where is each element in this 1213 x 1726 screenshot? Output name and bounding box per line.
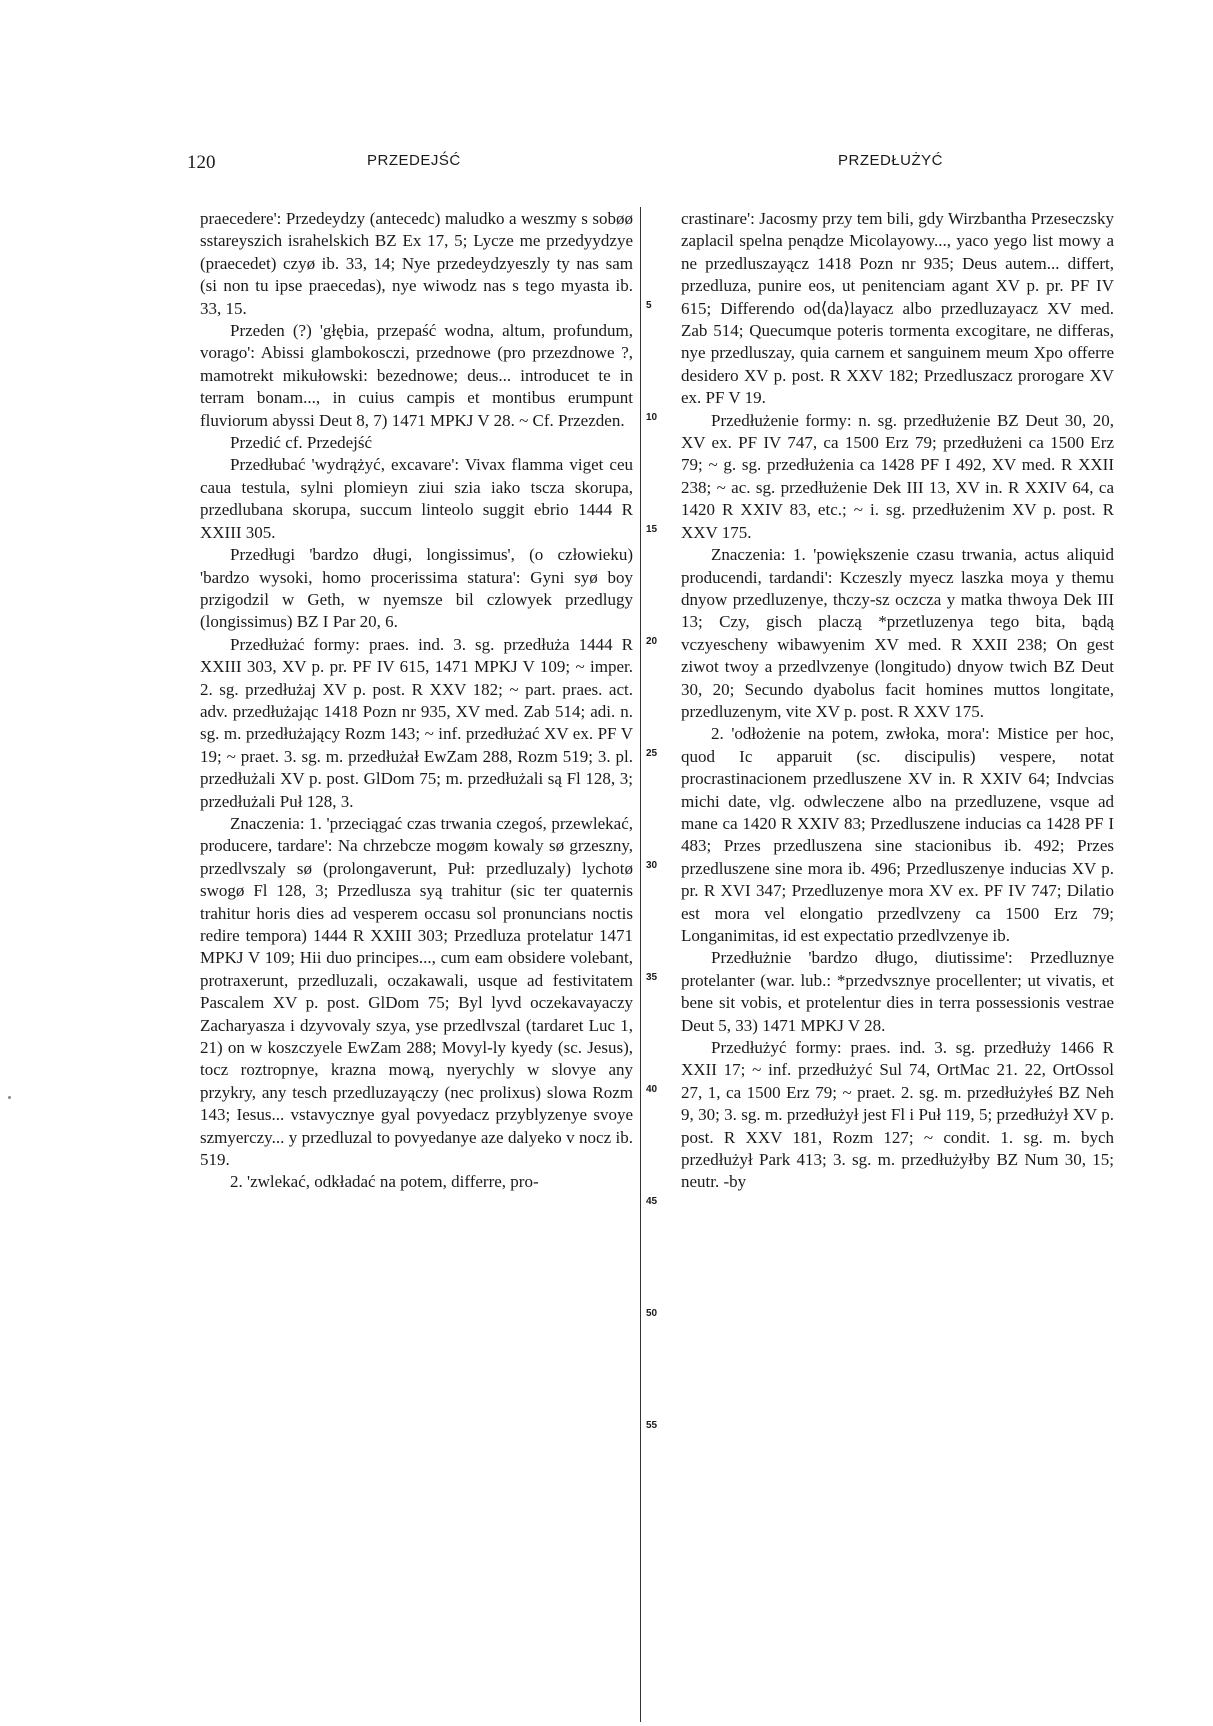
entry-paragraph: Przedić cf. Przedejść [230, 433, 373, 453]
left-running-head: PRZEDEJŚĆ [367, 152, 461, 169]
entry-paragraph: 2. 'zwlekać, odkładać na potem, differre, pro- [230, 1172, 539, 1192]
entry-paragraph: crastinare': Jacosmy przy tem bili, gdy Wirzbantha Przeseczsky zaplacil spelna penądze Micolayowy..., yaco yego list mowy a ne przedluszayącz 1418 Pozn nr 935; Deus autem... differt, przedluza, punire eos, ut penitenciam agant XV p. pr. PF IV 615; Differendo od⟨da⟩layacz albo przedluzayacz XV med. Zab 514; Quecumque poteris tormenta excogitare, ne differas, nye przedluszay, quia carnem et sanguinem meum Xpo offerre desidero XV p. post. R XXV 182; Przedluszacz prorogare XV ex. PF V 19. [681, 209, 1114, 408]
entry-paragraph: Przedłużać formy: praes. ind. 3. sg. przedłuża 1444 R XXIII 303, XV p. pr. PF IV 615, 1471 MPKJ V 109; ~ imper. 2. sg. przedłużaj XV p. post. R XXV 182; ~ part. praes. act. adv. przedłużając 1418 Pozn nr 935, XV med. Zab 514; adi. n. sg. m. przedłużający Rozm 143; ~ inf. przedłużać XV ex. PF V 19; ~ praet. 3. sg. m. przedłużał EwZam 288, Rozm 519; 3. pl. przedłużali XV p. post. GlDom 75; m. przedłużali są Fl 128, 3; przedłużali Puł 128, 3. [200, 634, 633, 811]
right-running-head: PRZEDŁUŻYĆ [838, 152, 944, 169]
entry-paragraph: Przedłubać 'wydrążyć, excavare': Vivax flamma viget ceu caua testula, sylni plomieyn ziui szia iako tscza skorupa, przedlubana skorupa, succum linteolo suggit ebrio 1444 R XXIII 305. [200, 455, 633, 542]
entry-paragraph: Przeden (?) 'głębia, przepaść wodna, altum, profundum, vorago': Abissi glambokosczi, przednowe (pro przezdnowe ?, mamotrekt mikułowski: bezednowe; deus... introducet te in terram bonam..., in cuius campis et montibus erumpunt fluviorum abyssi Deut 8, 7) 1471 MPKJ V 28. ~ Cf. Przezden. [200, 321, 633, 430]
left-column [200, 208, 633, 1194]
line-number: 5 [646, 300, 652, 311]
line-number: 10 [646, 412, 658, 423]
page-number: 120 [187, 152, 216, 173]
entry-paragraph: praecedere': Przedeydzy (antecedc) maludko a weszmy s sobøø sstareyszich israhelskich BZ Ex 17, 5; Lycze me przedyydzye (praecedet) czyø ib. 33, 14; Nye przedeydzyeszly ty nas sam (si non tu ipse praecedas), nye wiwodz nas s tego myasta ib. 33, 15. [200, 209, 633, 318]
column-divider [640, 207, 641, 1722]
right-column [681, 208, 1114, 1194]
line-number: 45 [646, 1196, 658, 1207]
line-number: 40 [646, 1084, 658, 1095]
entry-paragraph: Znaczenia: 1. 'przeciągać czas trwania czegoś, przewlekać, producere, tardare': Na chrzebcze mogøm kowaly sø grzeszny, przedlvszaly sø (prolongaverunt, Puł: przedluzaly) lychotø swogø Fl 128, 3; Przedlusza syą trahitur (sic ter quaternis trahitur horis dies ad vesperem occasu sol pronuncians noctis redire tempora) 1444 R XXIII 303; Przedluza protelatur 1471 MPKJ V 109; Hii duo principes..., cum eam obsidere volebant, protraxerunt, przedluzali, oczakawali, usque ad festivitatem Pascalem XV p. post. GlDom 75; Byl lyvd oczekavayaczy Zacharyasza i dzyvovaly szya, yse przedlvszal (tardaret Luc 1, 21) on w koszczyele EwZam 288; Movyl-ly kyedy (sc. Jesus), tocz roztropnye, krazna mową, nyerychly w slovye any przykry, any tesch przedluzayączy (nec prolixus) slowa Rozm 143; Iesus... vstavycznye gyal povyedacz przyblyzenye svoye szmyerczy... y przedluzal to povyedanye aze dalyeko v nocz ib. 519. [200, 813, 633, 1170]
line-number: 15 [646, 524, 658, 535]
line-number: 35 [646, 972, 658, 983]
scan-speck [8, 1096, 11, 1099]
line-number: 55 [646, 1420, 658, 1431]
line-number: 30 [646, 860, 658, 871]
entry-paragraph: Przedłużnie 'bardzo długo, diutissime': Przedluznye protelanter (war. lub.: *przedvsznye procellenter; ut vivatis, et bene sit vobis, et protelentur dies in terra possessionis vestrae Deut 5, 33) 1471 MPKJ V 28. [681, 948, 1114, 1035]
line-number: 25 [646, 748, 658, 759]
line-number: 20 [646, 636, 658, 647]
entry-paragraph: Przedługi 'bardzo długi, longissimus', (o człowieku) 'bardzo wysoki, homo procerissima statura': Gyni syø boy przigodzil w Geth, w nyemsze bil czlowyek przedlugy (longissimus) BZ I Par 20, 6. [200, 545, 633, 632]
entry-paragraph: Przedłużenie formy: n. sg. przedłużenie BZ Deut 30, 20, XV ex. PF IV 747, ca 1500 Erz 79; przedłużeni ca 1500 Erz 79; ~ g. sg. przedłużenia ca 1428 PF I 492, XV med. R XXII 238; ~ ac. sg. przedłużenie Dek III 13, XV in. R XXIV 64, ca 1420 R XXIV 83, etc.; ~ i. sg. przedłużenim XV p. post. R XXV 175. [681, 410, 1114, 542]
entry-paragraph: Znaczenia: 1. 'powiększenie czasu trwania, actus aliquid producendi, tardandi': Kczeszly myecz laszka moya y themu dnyow przedluzenye, thczy-sz oczcza y matka thwoya Dek III 13; Czy, gisch placzą *przetluzenya tego bita, bądą vczyescheny wibawyenim XV med. R XXII 238; On gest ziwot twoy a przedlvzenye (longitudo) dnyow twich BZ Deut 30, 20; Secundo dyabolus facit homines muttos longitate, przedluzenym, vite XV p. post. R XXV 175. [681, 545, 1114, 721]
entry-paragraph: 2. 'odłożenie na potem, zwłoka, mora': Mistice per hoc, quod Ic apparuit (sc. discipulis) vespere, notat procrastinacionem przedluszene XV in. R XXIV 64; Indvcias michi date, vlg. odwleczene albo na przedluzene, vsque ad mane ca 1420 R XXIV 83; Przedluszene inducias ca 1428 PF I 483; Przes przedluszena sine stacionibus ib. 492; Przes przedluszene sine mora ib. 496; Przedluszenye inducias XV p. pr. R XVI 347; Przedluzenye mora XV ex. PF IV 747; Dilatio est mora vel elongatio przedlvzeny ca 1500 Erz 79; Longanimitas, id est expectatio przedlvzenye ib. [681, 724, 1114, 945]
entry-paragraph: Przedłużyć formy: praes. ind. 3. sg. przedłuży 1466 R XXII 17; ~ inf. przedłużyć Sul 74, OrtMac 21. 22, OrtOssol 27, 1, ca 1500 Erz 79; ~ praet. 2. sg. m. przedłużyłeś BZ Neh 9, 30; 3. sg. m. przedłużył jest Fl i Puł 119, 5; przedłużył XV p. post. R XXV 181, Rozm 127; ~ condit. 1. sg. m. bych przedłużył Park 413; 3. sg. m. przedłużyłby BZ Num 30, 15; neutr. -by [681, 1038, 1114, 1192]
line-number: 50 [646, 1308, 658, 1319]
